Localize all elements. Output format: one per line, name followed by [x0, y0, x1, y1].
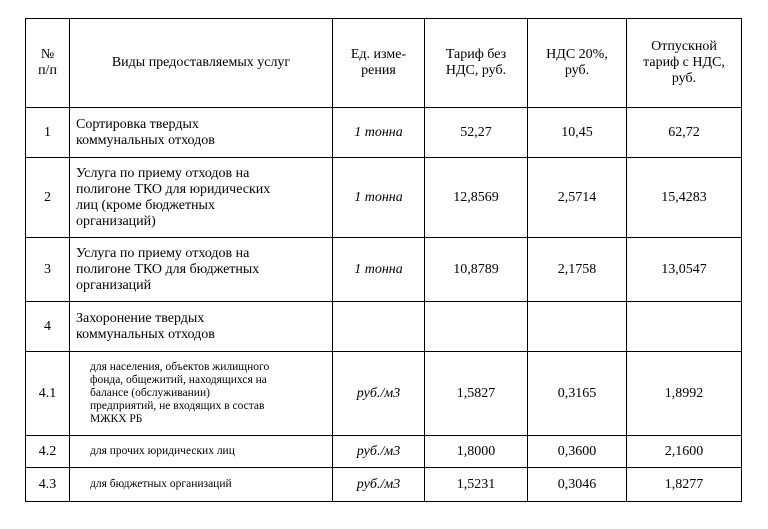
row-num: 3	[26, 238, 70, 302]
row-service: Сортировка твердых коммунальных отходов	[70, 108, 333, 158]
row-num: 4.1	[26, 352, 70, 436]
row-unit: руб./м3	[333, 436, 425, 468]
row-vat: 0,3600	[528, 436, 627, 468]
table-row	[26, 158, 742, 238]
header-tariff: Тариф без НДС, руб.	[425, 19, 528, 108]
row-num: 4	[26, 302, 70, 352]
table-row	[26, 468, 742, 502]
tariff-table	[25, 18, 742, 502]
row-tariff: 1,8000	[425, 436, 528, 468]
row-tariff: 1,5231	[425, 468, 528, 502]
header-row	[26, 19, 742, 108]
row-tariff: 10,8789	[425, 238, 528, 302]
row-vat: 2,1758	[528, 238, 627, 302]
row-vat: 0,3046	[528, 468, 627, 502]
table-row	[26, 352, 742, 436]
row-tariff: 12,8569	[425, 158, 528, 238]
row-vat	[528, 302, 627, 352]
header-vat: НДС 20%, руб.	[528, 19, 627, 108]
table-row	[26, 238, 742, 302]
row-tariff: 1,5827	[425, 352, 528, 436]
row-service: для прочих юридических лиц	[70, 436, 333, 468]
row-num: 1	[26, 108, 70, 158]
row-service: Услуга по приему отходов на полигоне ТКО для юридических лиц (кроме бюджетных организаций)	[70, 158, 333, 238]
row-total: 2,1600	[627, 436, 742, 468]
table-row	[26, 302, 742, 352]
row-service: для населения, объектов жилищного фонда, общежитий, находящихся на балансе (обслуживании) предприятий, не входящих в состав МЖКХ РБ	[70, 352, 333, 436]
row-total: 13,0547	[627, 238, 742, 302]
row-unit: 1 тонна	[333, 158, 425, 238]
row-num: 2	[26, 158, 70, 238]
row-tariff	[425, 302, 528, 352]
header-total: Отпускной тариф с НДС, руб.	[627, 19, 742, 108]
row-vat: 10,45	[528, 108, 627, 158]
row-unit: 1 тонна	[333, 238, 425, 302]
header-num: № п/п	[26, 19, 70, 108]
table-row	[26, 108, 742, 158]
row-total: 1,8277	[627, 468, 742, 502]
row-total: 15,4283	[627, 158, 742, 238]
row-unit: 1 тонна	[333, 108, 425, 158]
row-vat: 2,5714	[528, 158, 627, 238]
row-service: для бюджетных организаций	[70, 468, 333, 502]
row-service: Услуга по приему отходов на полигоне ТКО для бюджетных организаций	[70, 238, 333, 302]
row-unit	[333, 302, 425, 352]
row-num: 4.3	[26, 468, 70, 502]
row-vat: 0,3165	[528, 352, 627, 436]
header-service: Виды предоставляемых услуг	[70, 19, 333, 108]
row-total: 62,72	[627, 108, 742, 158]
table-row	[26, 436, 742, 468]
header-unit: Ед. изме- рения	[333, 19, 425, 108]
row-num: 4.2	[26, 436, 70, 468]
row-unit: руб./м3	[333, 468, 425, 502]
row-unit: руб./м3	[333, 352, 425, 436]
row-total: 1,8992	[627, 352, 742, 436]
row-service: Захоронение твердых коммунальных отходов	[70, 302, 333, 352]
row-total	[627, 302, 742, 352]
row-tariff: 52,27	[425, 108, 528, 158]
